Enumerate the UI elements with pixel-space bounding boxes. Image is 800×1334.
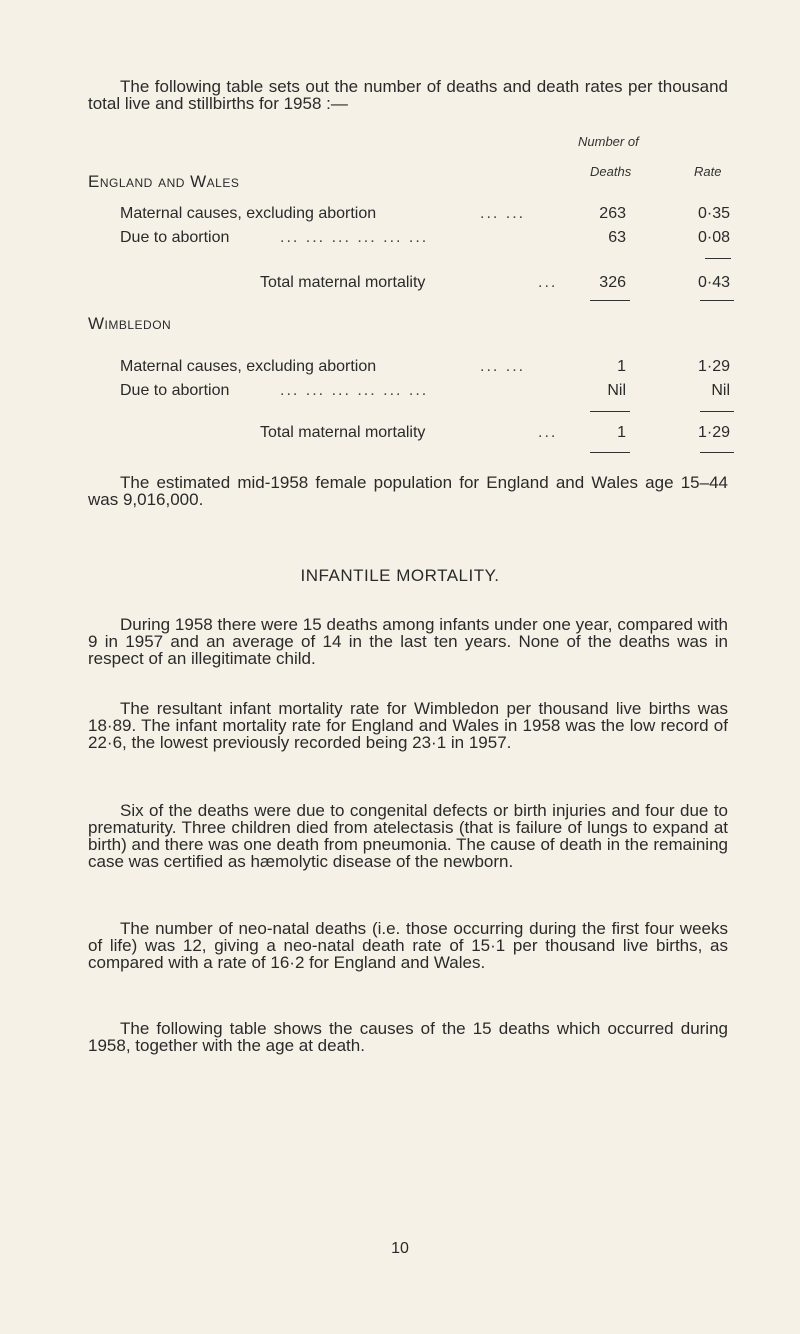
rate-value: 1·29: [697, 424, 730, 441]
section-title-infantile-mortality: INFANTILE MORTALITY.: [300, 566, 500, 585]
table-row-total: [120, 274, 740, 294]
intro-paragraph: The following table sets out the number of deaths and death rates per thousand total live and stillbirths for 1958 :—: [88, 77, 728, 113]
subtotal-rule-rate: [700, 411, 734, 412]
column-header-rate: Rate: [694, 164, 722, 179]
subtotal-rule-rate: [705, 258, 731, 259]
row-label: Maternal causes, excluding abortion: [120, 358, 377, 375]
section-heading-england-wales: England and Wales: [88, 172, 240, 191]
table-row: [120, 382, 740, 402]
rate-value: 0·43: [697, 274, 730, 291]
leader-dots: ...: [538, 424, 558, 441]
total-rule-rate: [700, 452, 734, 453]
deaths-value: 263: [599, 205, 626, 222]
deaths-value: 63: [608, 229, 626, 246]
total-rule-rate: [700, 300, 734, 301]
table-row: [120, 205, 740, 225]
row-label: Due to abortion: [120, 229, 230, 246]
row-label: Maternal causes, excluding abortion: [120, 205, 377, 222]
paragraph-infant-deaths: During 1958 there were 15 deaths among infants under one year, compared with 9 in 1957 and an average of 14 in the last ten years. None of the deaths was in respect of an illegitimate child.: [88, 615, 728, 668]
leader-dots: ...: [538, 274, 558, 291]
column-header-deaths: Deaths: [590, 164, 632, 179]
column-header-number-of: Number of: [578, 134, 639, 149]
deaths-value: 1: [617, 358, 626, 375]
table-row: [120, 358, 740, 378]
row-label: Due to abortion: [120, 382, 230, 399]
deaths-value: 326: [599, 274, 626, 291]
leader-dots: ... ... ... ... ... ...: [280, 382, 429, 399]
subtotal-rule-deaths: [590, 411, 630, 412]
leader-dots: ... ...: [480, 358, 526, 375]
population-note: The estimated mid-1958 female population for England and Wales age 15–44 was 9,016,000.: [88, 473, 728, 509]
rate-value: 1·29: [697, 358, 730, 375]
page-number: 10: [391, 1240, 409, 1257]
table-row-total: [120, 424, 740, 444]
paragraph-neo-natal: The number of neo-natal deaths (i.e. those occurring during the first four weeks of life) was 12, giving a neo-natal death rate of 15·1 per thousand live births, as compared with a rate of 16·2 for England and Wales.: [88, 919, 728, 972]
table-row: [120, 229, 740, 249]
row-label: Total maternal mortality: [260, 274, 426, 291]
row-label: Total maternal mortality: [260, 424, 426, 441]
paragraph-following-table: The following table shows the causes of the 15 deaths which occurred during 1958, together with the age at death.: [88, 1019, 728, 1055]
section-heading-wimbledon: Wimbledon: [88, 314, 172, 333]
total-rule-deaths: [590, 300, 630, 301]
rate-value: 0·08: [697, 229, 730, 246]
rate-value: Nil: [711, 382, 730, 399]
deaths-value: 1: [617, 424, 626, 441]
paragraph-mortality-rate: The resultant infant mortality rate for Wimbledon per thousand live births was 18·89. The infant mortality rate for England and Wales in 1958 was the low record of 22·6, the lowest previously recorded being 23·1 in 1957.: [88, 699, 728, 752]
deaths-value: Nil: [607, 382, 626, 399]
leader-dots: ... ... ... ... ... ...: [280, 229, 429, 246]
leader-dots: ... ...: [480, 205, 526, 222]
paragraph-causes: Six of the deaths were due to congenital defects or birth injuries and four due to prematurity. Three children died from atelectasis (that is failure of lungs to expand at birth) and there was one death from pneumonia. The cause of death in the remaining case was certified as hæmolytic disease of the newborn.: [88, 801, 728, 871]
total-rule-deaths: [590, 452, 630, 453]
rate-value: 0·35: [697, 205, 730, 222]
